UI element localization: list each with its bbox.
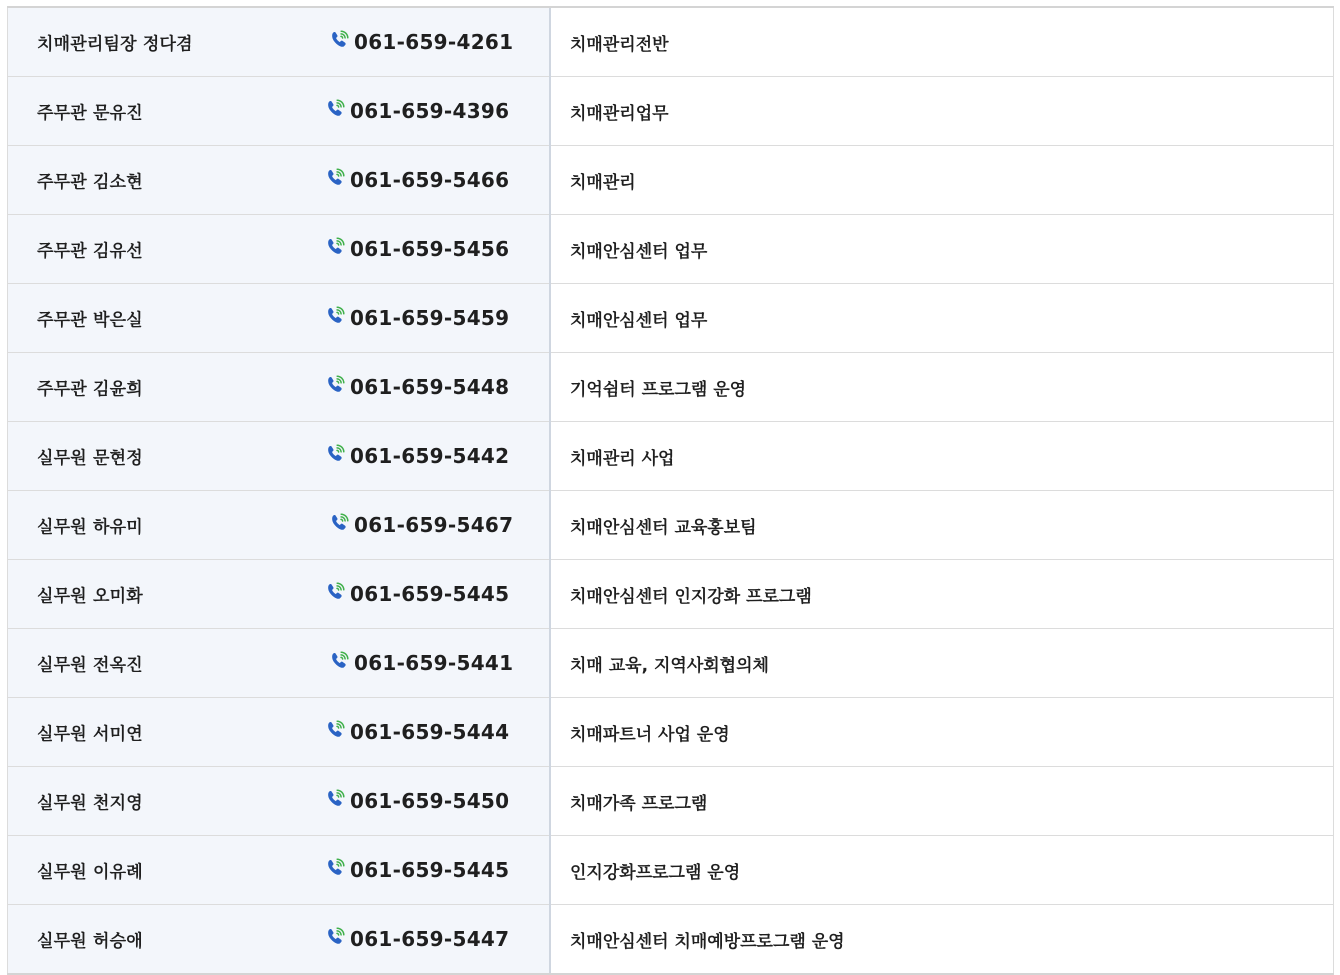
table-row (8, 491, 1334, 560)
name-phone-cell (8, 146, 551, 215)
name-phone-cell (8, 491, 551, 560)
staff-table-body (8, 7, 1334, 974)
phone-number-link[interactable] (326, 99, 509, 123)
name-cell-inner (8, 353, 549, 421)
name-cell-inner (8, 422, 549, 490)
table-row (8, 629, 1334, 698)
name-phone-cell (8, 629, 551, 698)
phone-call-icon (326, 788, 346, 808)
name-cell-inner (8, 8, 549, 76)
staff-duty: 치매안심센터 치매예방프로그램 운영 (570, 931, 845, 952)
name-cell-inner (8, 146, 549, 214)
phone-number-link[interactable] (326, 582, 509, 606)
staff-contact-table (7, 6, 1334, 975)
name-cell-inner (8, 491, 549, 559)
name-phone-cell (8, 767, 551, 836)
staff-duty: 치매관리업무 (570, 103, 669, 124)
phone-number[interactable]: 061-659-5459 (350, 306, 510, 330)
phone-call-icon (330, 512, 350, 532)
phone-number[interactable]: 061-659-4396 (350, 99, 510, 123)
duty-cell (550, 560, 1334, 629)
table-row (8, 353, 1334, 422)
phone-number-link[interactable] (326, 237, 509, 261)
staff-name: 실무원 허승애 (37, 931, 143, 952)
phone-call-icon (326, 581, 346, 601)
phone-number-link[interactable] (330, 651, 513, 675)
phone-number[interactable]: 061-659-5445 (350, 582, 510, 606)
duty-cell (550, 491, 1334, 560)
staff-duty: 치매안심센터 업무 (570, 241, 708, 262)
table-row (8, 767, 1334, 836)
phone-call-icon (326, 719, 346, 739)
phone-call-icon (326, 857, 346, 877)
duty-cell (550, 77, 1334, 146)
staff-name: 실무원 전옥진 (37, 655, 143, 676)
table-row (8, 284, 1334, 353)
table-row (8, 77, 1334, 146)
name-cell-inner (8, 560, 549, 628)
staff-name: 실무원 문현정 (37, 448, 143, 469)
table-row (8, 698, 1334, 767)
phone-call-icon (330, 650, 350, 670)
name-cell-inner (8, 215, 549, 283)
name-phone-cell (8, 284, 551, 353)
name-cell-inner (8, 284, 549, 352)
phone-number[interactable]: 061-659-5447 (350, 927, 510, 951)
duty-cell (550, 7, 1334, 77)
table-row (8, 422, 1334, 491)
phone-number[interactable]: 061-659-5442 (350, 444, 510, 468)
staff-name: 실무원 이유례 (37, 862, 143, 883)
phone-number-link[interactable] (326, 444, 509, 468)
staff-duty: 치매 교육, 지역사회협의체 (570, 655, 769, 676)
phone-number-link[interactable] (326, 168, 509, 192)
table-row (8, 560, 1334, 629)
name-phone-cell (8, 7, 551, 77)
phone-number[interactable]: 061-659-5445 (350, 858, 510, 882)
table-row (8, 7, 1334, 77)
duty-cell (550, 146, 1334, 215)
staff-name: 실무원 오미화 (37, 586, 143, 607)
table-row (8, 905, 1334, 975)
staff-name: 주무관 박은실 (37, 310, 143, 331)
name-cell-inner (8, 77, 549, 145)
duty-cell (550, 905, 1334, 975)
phone-number-link[interactable] (326, 858, 509, 882)
table-row (8, 146, 1334, 215)
phone-call-icon (326, 926, 346, 946)
phone-number-link[interactable] (326, 789, 509, 813)
staff-name: 주무관 김유선 (37, 241, 143, 262)
name-cell-inner (8, 836, 549, 904)
name-phone-cell (8, 215, 551, 284)
name-phone-cell (8, 560, 551, 629)
staff-duty: 치매안심센터 인지강화 프로그램 (570, 586, 812, 607)
staff-name: 주무관 김윤희 (37, 379, 143, 400)
phone-number-link[interactable] (326, 306, 509, 330)
duty-cell (550, 215, 1334, 284)
staff-name: 치매관리팀장 정다겸 (37, 34, 193, 55)
duty-cell (550, 422, 1334, 491)
phone-number-link[interactable] (326, 927, 509, 951)
phone-number[interactable]: 061-659-5444 (350, 720, 510, 744)
phone-call-icon (326, 443, 346, 463)
phone-number[interactable]: 061-659-5441 (354, 651, 514, 675)
name-phone-cell (8, 77, 551, 146)
phone-number[interactable]: 061-659-5448 (350, 375, 510, 399)
staff-duty: 치매관리 (570, 172, 636, 193)
phone-call-icon (326, 305, 346, 325)
phone-call-icon (330, 29, 350, 49)
staff-duty: 치매안심센터 교육홍보팀 (570, 517, 757, 538)
staff-duty: 치매안심센터 업무 (570, 310, 708, 331)
phone-call-icon (326, 98, 346, 118)
duty-cell (550, 698, 1334, 767)
staff-name: 주무관 김소현 (37, 172, 143, 193)
staff-duty: 치매가족 프로그램 (570, 793, 708, 814)
name-cell-inner (8, 767, 549, 835)
phone-number-link[interactable] (326, 375, 509, 399)
staff-name: 주무관 문유진 (37, 103, 143, 124)
staff-duty: 치매파트너 사업 운영 (570, 724, 730, 745)
duty-cell (550, 629, 1334, 698)
phone-call-icon (326, 236, 346, 256)
staff-name: 실무원 하유미 (37, 517, 143, 538)
table-row (8, 215, 1334, 284)
phone-number[interactable]: 061-659-5456 (350, 237, 510, 261)
phone-number-link[interactable] (330, 513, 513, 537)
phone-call-icon (326, 167, 346, 187)
duty-cell (550, 836, 1334, 905)
phone-number-link[interactable] (326, 720, 509, 744)
phone-number[interactable]: 061-659-5467 (354, 513, 514, 537)
name-phone-cell (8, 836, 551, 905)
name-phone-cell (8, 353, 551, 422)
name-phone-cell (8, 698, 551, 767)
phone-number[interactable]: 061-659-5466 (350, 168, 510, 192)
phone-number-link[interactable] (330, 30, 513, 54)
name-phone-cell (8, 905, 551, 975)
staff-duty: 기억쉼터 프로그램 운영 (570, 379, 747, 400)
staff-name: 실무원 서미연 (37, 724, 143, 745)
phone-number[interactable]: 061-659-4261 (354, 30, 514, 54)
name-cell-inner (8, 698, 549, 766)
table-row (8, 836, 1334, 905)
duty-cell (550, 284, 1334, 353)
staff-duty: 치매관리 사업 (570, 448, 675, 469)
phone-number[interactable]: 061-659-5450 (350, 789, 510, 813)
name-phone-cell (8, 422, 551, 491)
staff-duty: 치매관리전반 (570, 34, 669, 55)
name-cell-inner (8, 905, 549, 973)
name-cell-inner (8, 629, 549, 697)
duty-cell (550, 353, 1334, 422)
staff-name: 실무원 천지영 (37, 793, 143, 814)
staff-duty: 인지강화프로그램 운영 (570, 862, 741, 883)
duty-cell (550, 767, 1334, 836)
phone-call-icon (326, 374, 346, 394)
